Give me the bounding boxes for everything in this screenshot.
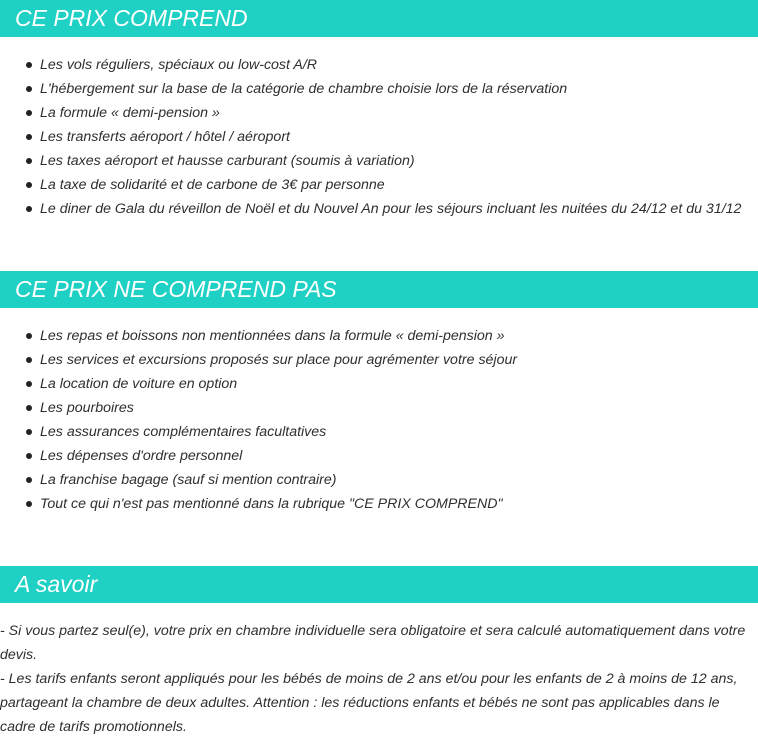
bullet-icon: [26, 477, 32, 483]
bullet-icon: [26, 405, 32, 411]
bullet-icon: [26, 381, 32, 387]
list-item: [0, 101, 758, 125]
included-list: [0, 53, 758, 221]
info-paragraph-single-supplement: - Si vous partez seul(e), votre prix en chambre individuelle sera obligatoire et sera calculé automatiquement dans votre devis.: [0, 623, 746, 663]
bullet-icon: [26, 158, 32, 164]
bullet-icon: [26, 453, 32, 459]
list-item: [0, 420, 758, 444]
list-item: [0, 149, 758, 173]
list-item: [0, 348, 758, 372]
list-item: [0, 53, 758, 77]
list-item-text: Tout ce qui n'est pas mentionné dans la rubrique "CE PRIX COMPREND": [40, 496, 503, 512]
list-item: [0, 173, 758, 197]
list-item: [0, 197, 758, 221]
list-item: [0, 77, 758, 101]
list-item: [0, 492, 758, 516]
bullet-icon: [26, 86, 32, 92]
list-item-text: L'hébergement sur la base de la catégorie de chambre choisie lors de la réservation: [40, 81, 568, 97]
list-item: [0, 396, 758, 420]
bullet-icon: [26, 110, 32, 116]
list-item-text: La taxe de solidarité et de carbone de 3€ par personne: [40, 177, 385, 193]
list-item-text: Les pourboires: [40, 400, 134, 416]
list-item-text: Le diner de Gala du réveillon de Noël et du Nouvel An pour les séjours incluant les nuitées du 24/12 et du 31/12: [40, 201, 742, 217]
list-item-text: La franchise bagage (sauf si mention contraire): [40, 472, 337, 488]
bullet-icon: [26, 182, 32, 188]
list-item-text: Les assurances complémentaires facultatives: [40, 424, 327, 440]
list-item: [0, 468, 758, 492]
section-title-a-savoir: A savoir: [0, 566, 758, 603]
list-item: [0, 444, 758, 468]
bullet-icon: [26, 134, 32, 140]
list-item-text: La formule « demi-pension »: [40, 105, 220, 121]
list-item: [0, 372, 758, 396]
list-item-text: Les transferts aéroport / hôtel / aéroport: [40, 129, 290, 145]
bullet-icon: [26, 429, 32, 435]
bullet-icon: [26, 333, 32, 339]
bullet-icon: [26, 501, 32, 507]
bullet-icon: [26, 62, 32, 68]
info-paragraph-child-rates: - Les tarifs enfants seront appliqués pour les bébés de moins de 2 ans et/ou pour les enfants de 2 à moins de 12 ans, partageant la chambre de deux adultes. Attention : les réductions enfants et bébés ne sont pas applicables dans le cadre de tarifs promotionnels.: [0, 671, 738, 735]
excluded-list: [0, 324, 758, 516]
bullet-icon: [26, 206, 32, 212]
section-title-ce-prix-ne-comprend-pas: CE PRIX NE COMPREND PAS: [0, 271, 758, 308]
list-item-text: Les vols réguliers, spéciaux ou low-cost A/R: [40, 57, 318, 73]
section-title-ce-prix-comprend: CE PRIX COMPREND: [0, 0, 758, 37]
list-item: [0, 324, 758, 348]
list-item-text: Les dépenses d'ordre personnel: [40, 448, 243, 464]
list-item: [0, 125, 758, 149]
list-item-text: Les repas et boissons non mentionnées dans la formule « demi-pension »: [40, 328, 505, 344]
bullet-icon: [26, 357, 32, 363]
list-item-text: La location de voiture en option: [40, 376, 238, 392]
list-item-text: Les taxes aéroport et hausse carburant (soumis à variation): [40, 153, 415, 169]
list-item-text: Les services et excursions proposés sur place pour agrémenter votre séjour: [40, 352, 518, 368]
